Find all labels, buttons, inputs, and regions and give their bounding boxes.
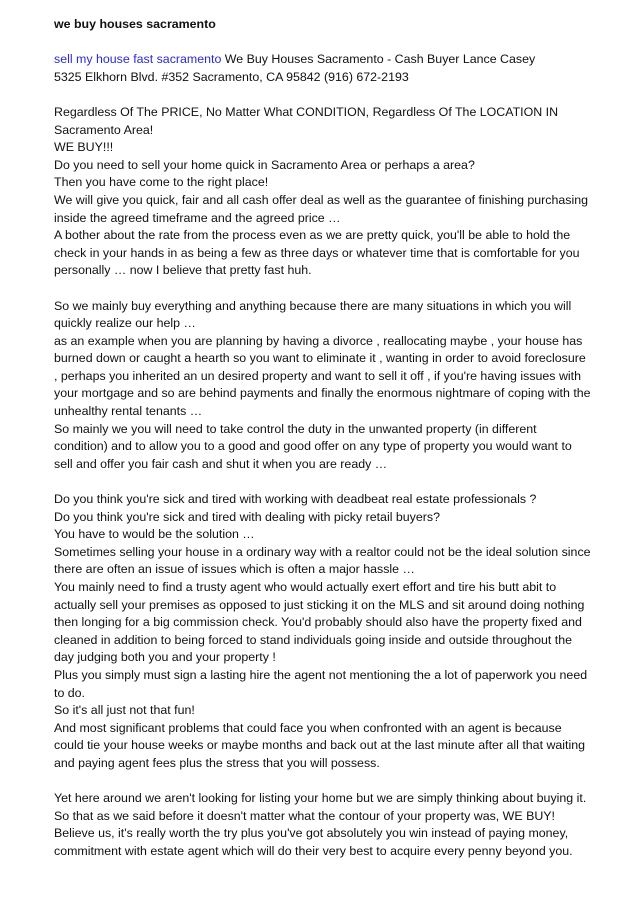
text-line: So it's all just not that fun! bbox=[54, 703, 195, 718]
text-line: So mainly we you will need to take control the duty in the unwanted property (in different bbox=[54, 421, 537, 436]
text-line: personally … now I believe that pretty fast huh. bbox=[54, 263, 312, 278]
text-line: , perhaps you inherited an un desired property and want to sell it off , if you're having issues with bbox=[54, 368, 581, 383]
text-line: check in your hands in as being a few as three days or whatever time that is comfortable for you bbox=[54, 245, 580, 260]
text-line: and paying agent fees plus the stress that you will possess. bbox=[54, 755, 380, 770]
text-line: commitment with estate agent which will do their very best to acquire every penny beyond you. bbox=[54, 843, 573, 858]
text-line: We will give you quick, fair and all cash offer deal as well as the guarantee of finishing purchasing bbox=[54, 192, 589, 207]
text-line: Do you think you're sick and tired with dealing with picky retail buyers? bbox=[54, 509, 440, 524]
paragraph-2 bbox=[54, 298, 614, 474]
text-line: So that as we said before it doesn't matter what the contour of your property was, WE BUY! bbox=[54, 808, 555, 823]
text-line: then longing for a big commission check. You'd probably should also have the property fixed and bbox=[54, 615, 582, 630]
intro-block bbox=[54, 51, 614, 86]
text-line: Do you need to sell your home quick in Sacramento Area or perhaps a area? bbox=[54, 157, 475, 172]
text-line: to do. bbox=[54, 685, 86, 700]
text-line: sell and offer you fair cash and shut it when you are ready … bbox=[54, 456, 388, 471]
text-line: Then you have come to the right place! bbox=[54, 175, 269, 190]
text-line: So we mainly buy everything and anything because there are many situations in which you will bbox=[54, 298, 572, 313]
text-line: Plus you simply must sign a lasting hire the agent not mentioning the a lot of paperwork you need bbox=[54, 667, 588, 682]
text-line: unhealthy rental tenants … bbox=[54, 404, 203, 419]
text-line: cleaned in addition to being forced to stand individuals going inside and outside throughout the bbox=[54, 632, 573, 647]
sell-house-link[interactable]: sell my house fast sacramento bbox=[54, 52, 222, 67]
paragraph-1 bbox=[54, 104, 614, 280]
text-line: burned down or caught a hearth so you want to eliminate it , wanting in order to avoid foreclosure bbox=[54, 351, 586, 366]
text-line: A bother about the rate from the process even as we are pretty quick, you'll be able to hold the bbox=[54, 228, 571, 243]
text-line: could tie your house weeks or maybe months and back out at the last minute after all that waiting bbox=[54, 738, 586, 753]
text-line: day judging both you and your property ! bbox=[54, 650, 276, 665]
text-line: You mainly need to find a trusty agent who would actually exert effort and tire his butt abit to bbox=[54, 580, 557, 594]
text-line: WE BUY!!! bbox=[54, 140, 114, 155]
intro-line-1 bbox=[54, 51, 614, 69]
text-line: there are often an issue of issues which is often a major hassle … bbox=[54, 562, 415, 577]
text-line: inside the agreed timeframe and the agreed price … bbox=[54, 210, 341, 225]
text-line: You have to would be the solution … bbox=[54, 527, 255, 542]
intro-line-1-rest: We Buy Houses Sacramento - Cash Buyer Lance Casey bbox=[221, 52, 536, 67]
paragraph-4 bbox=[54, 790, 614, 860]
text-line: Sacramento Area! bbox=[54, 122, 154, 137]
page-title: we buy houses sacramento bbox=[54, 17, 216, 31]
text-line: as an example when you are planning by having a divorce , reallocating maybe , your house has bbox=[54, 333, 583, 348]
text-line: Do you think you're sick and tired with working with deadbeat real estate professionals ? bbox=[54, 492, 537, 507]
paragraph-3 bbox=[54, 491, 614, 773]
intro-line-2: 5325 Elkhorn Blvd. #352 Sacramento, CA 95842 (916) 672-2193 bbox=[54, 69, 409, 84]
text-line: condition) and to allow you to a good and good offer on any type of property you would want to bbox=[54, 439, 572, 454]
text-line: And most significant problems that could face you when confronted with an agent is because bbox=[54, 720, 562, 735]
text-line: actually sell your premises as opposed to just sticking it on the MLS and sit around doing nothing bbox=[54, 597, 585, 612]
text-line: Yet here around we aren't looking for listing your home but we are simply thinking about buying it. bbox=[54, 791, 587, 806]
text-line: quickly realize our help … bbox=[54, 316, 196, 331]
text-line: Regardless Of The PRICE, No Matter What CONDITION, Regardless Of The LOCATION IN bbox=[54, 104, 559, 119]
text-line: Sometimes selling your house in a ordinary way with a realtor could not be the ideal solution since bbox=[54, 544, 591, 559]
text-line: your mortgage and so are behind payments and finally the enormous nightmare of coping with the bbox=[54, 386, 591, 401]
document-page bbox=[54, 16, 614, 878]
text-line: Believe us, it's really worth the try plus you've got absolutely you win instead of paying money, bbox=[54, 826, 569, 841]
